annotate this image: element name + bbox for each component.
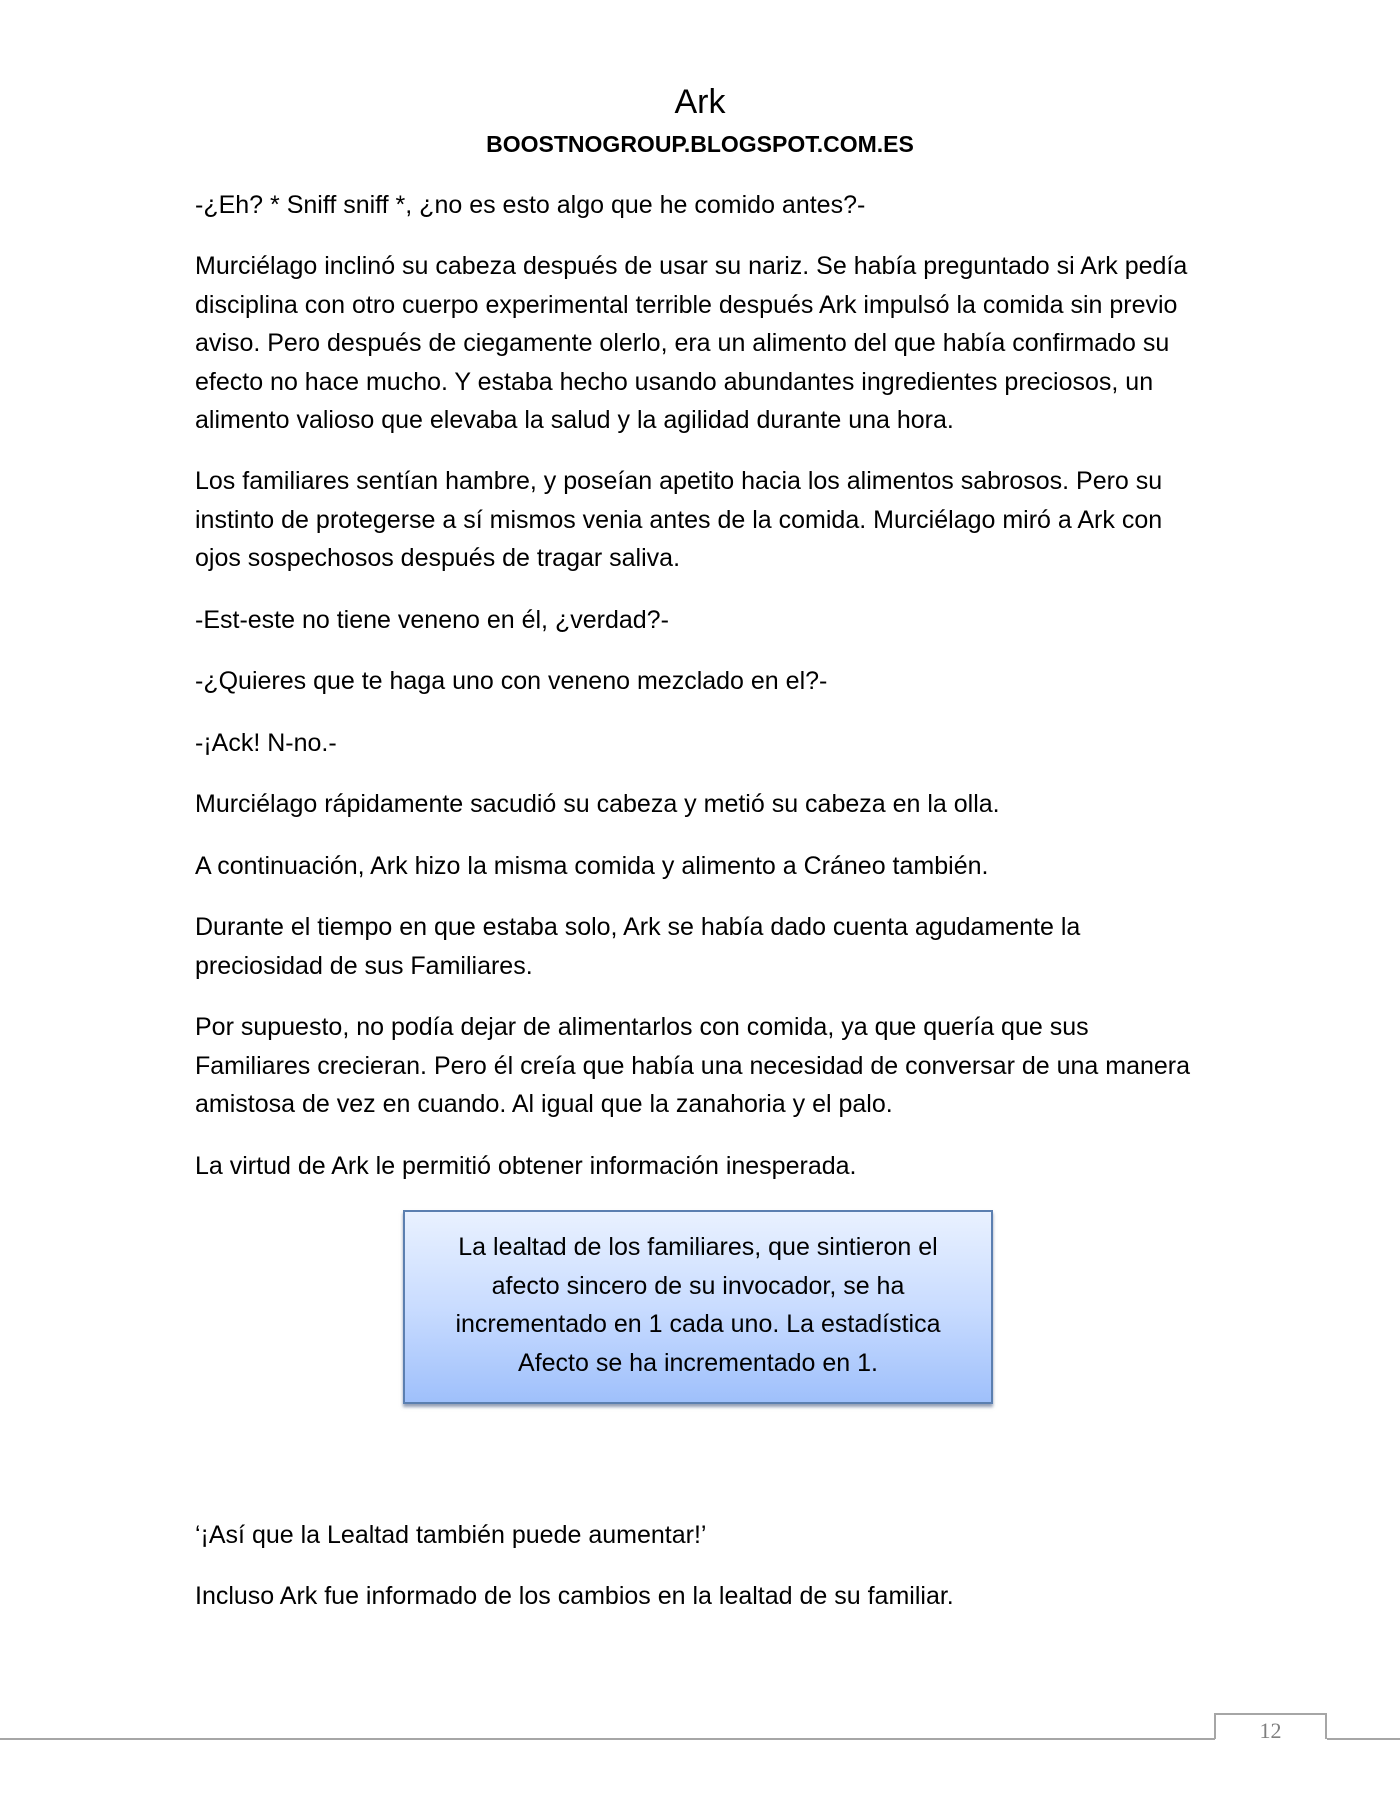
paragraph-line: -¡Ack! N-no.- [195,729,337,757]
paragraph-line: -Est-este no tiene veneno en él, ¿verdad?- [195,606,669,634]
paragraph-line: Familiares crecieran. Pero él creía que había una necesidad de conversar de una manera [195,1051,1191,1080]
footer-rule [0,1738,1215,1740]
paragraph [195,1008,1215,1124]
paragraph-line: Por supuesto, no podía dejar de alimentarlos con comida, ya que quería que sus [195,1013,1089,1041]
paragraph [195,662,1215,701]
paragraph-line: -¿Eh? * Sniff sniff *, ¿no es esto algo que he comido antes?- [195,191,866,219]
paragraph-line: instinto de protegerse a sí mismos venia antes de la comida. Murciélago miró a Ark con [195,505,1163,534]
paragraph-line: alimento valioso que elevaba la salud y la agilidad durante una hora. [195,406,954,434]
paragraph [195,601,1215,640]
paragraph-line: efecto no hace mucho. Y estaba hecho usando abundantes ingredientes preciosos, un [195,367,1154,396]
footer-rule [1327,1738,1400,1740]
notice-line: La lealtad de los familiares, que sintieron el [458,1233,938,1261]
paragraph-line: amistosa de vez en cuando. Al igual que la zanahoria y el palo. [195,1090,893,1118]
page-number: 12 [1259,1718,1282,1743]
notice-line: afecto sincero de su invocador, se ha [491,1271,905,1300]
system-notice-box [403,1210,993,1404]
paragraph [195,1577,1215,1616]
paragraph-line: preciosidad de sus Familiares. [195,951,533,980]
paragraph [195,186,1215,225]
paragraph [195,462,1215,578]
paragraph-line: Durante el tiempo en que estaba solo, Ark se había dado cuenta agudamente la [195,913,1081,941]
paragraph [195,1147,1215,1186]
paragraph-line: ojos sospechosos después de tragar saliva. [195,544,681,572]
paragraph [195,247,1215,440]
paragraph-line: Incluso Ark fue informado de los cambios en la lealtad de su familiar. [195,1582,954,1610]
paragraph-line: aviso. Pero después de ciegamente olerlo, era un alimento del que había confirmado su [195,329,1170,357]
paragraph [195,724,1215,763]
paragraph [195,785,1215,824]
paragraph-line: A continuación, Ark hizo la misma comida y alimento a Cráneo también. [195,852,989,880]
paragraph-line: Murciélago inclinó su cabeza después de usar su nariz. Se había preguntado si Ark pedía [195,252,1188,280]
paragraph-line: disciplina con otro cuerpo experimental terrible después Ark impulsó la comida sin previo [195,290,1178,319]
notice-line: incrementado en 1 cada uno. La estadística [455,1310,941,1338]
paragraph-line: Los familiares sentían hambre, y poseían apetito hacia los alimentos sabrosos. Pero su [195,467,1163,495]
notice-line: Afecto se ha incrementado en 1. [518,1348,878,1377]
paragraph [195,1516,1215,1555]
page-title: Ark [674,83,726,121]
paragraph-line: -¿Quieres que te haga uno con veneno mezclado en el?- [195,667,828,695]
paragraph-line: Murciélago rápidamente sacudió su cabeza y metió su cabeza en la olla. [195,790,1000,818]
paragraph [195,847,1215,886]
paragraph-line: La virtud de Ark le permitió obtener información inesperada. [195,1152,857,1180]
page-subtitle: BOOSTNOGROUP.BLOGSPOT.COM.ES [486,131,914,157]
paragraph [195,908,1215,985]
paragraph-line: ‘¡Así que la Lealtad también puede aumentar!’ [195,1521,707,1549]
